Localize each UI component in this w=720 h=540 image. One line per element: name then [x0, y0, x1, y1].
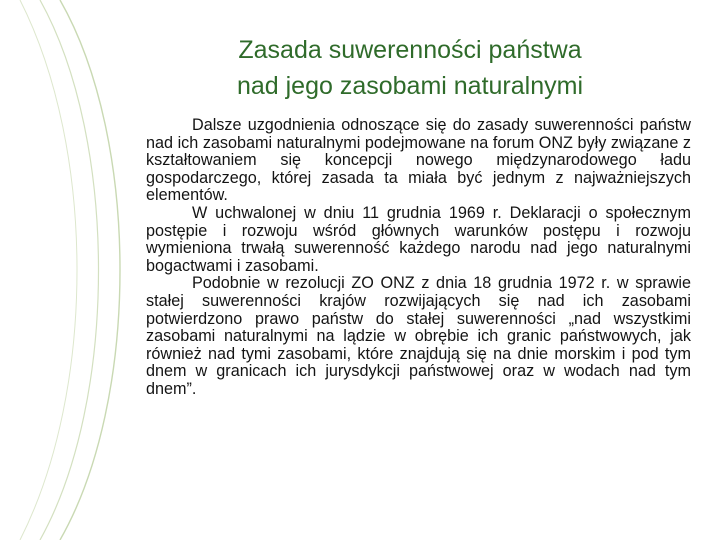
paragraph-3: Podobnie w rezolucji ZO ONZ z dnia 18 grudnia 1972 r. w sprawie stałej suwerenności krajów rozwijających się nad ich zasobami potwierdzono prawo państw do stałej suwerenności „nad wszystkimi zasobami naturalnymi na lądzie w obrębie ich granic państwowych, jak również nad tymi zasobami, które znajdują się na dnie morskim i pod tym dnem w granicach ich jurysdykcji państwowej oraz w wodach nad tym dnem”.: [146, 274, 691, 398]
slide-body: [146, 117, 691, 399]
paragraph-2: W uchwalonej w dniu 11 grudnia 1969 r. Deklaracji o społecznym postępie i rozwoju wśród głównych warunków postępu i rozwoju wymieniona trwałą suwerenność każdego narodu nad jego naturalnymi bogactwami i zasobami.: [146, 203, 691, 275]
decorative-arc-middle: [40, 0, 99, 540]
decorative-arc-inner: [20, 0, 77, 540]
paragraph-1: Dalsze uzgodnienia odnoszące się do zasady suwerenności państw nad ich zasobami naturalnymi podejmowane na forum ONZ były związane z kształtowaniem się koncepcji nowego międzynarodowego ładu gospodarczego, której zasada ta miała być jednym z najważniejszych elementów.: [146, 116, 691, 205]
slide-title-line-1: Zasada suwerenności państwa: [238, 36, 582, 64]
slide-title-line-2: nad jego zasobami naturalnymi: [236, 72, 584, 100]
slide-title: [150, 32, 670, 104]
decorative-arc-outer: [60, 0, 120, 540]
